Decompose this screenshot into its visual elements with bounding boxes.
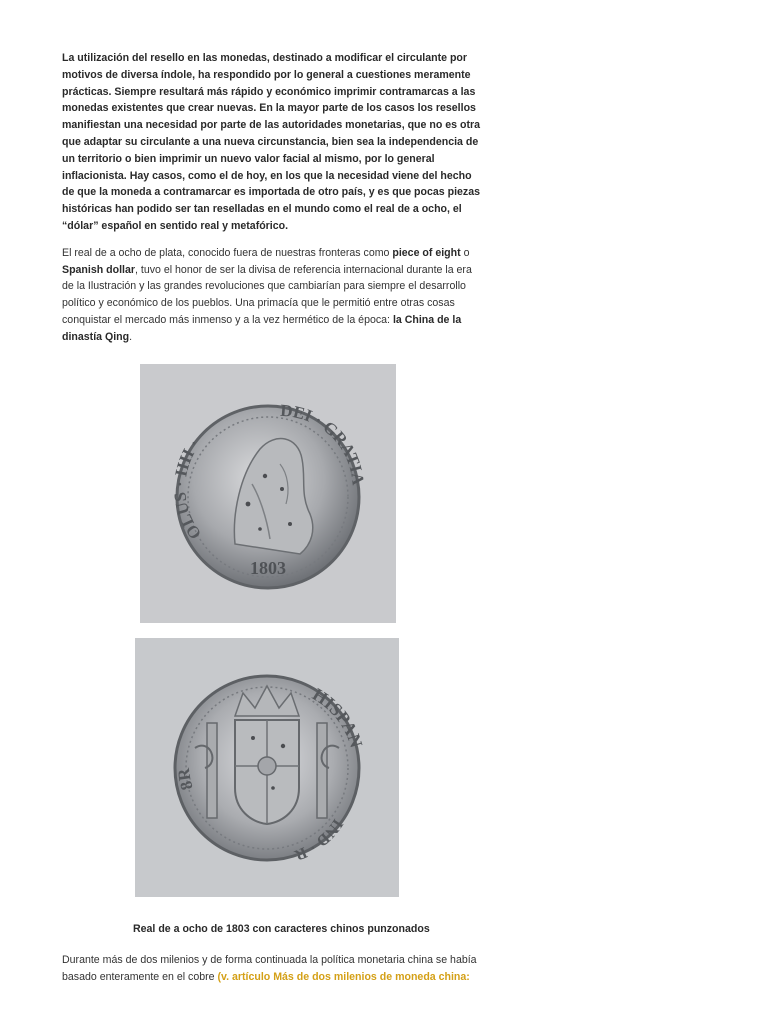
p2-text-1: El real de a ocho de plata, conocido fuera de nuestras fronteras como xyxy=(62,246,393,259)
obverse-legend-left: OLUS · IIII · xyxy=(170,435,206,543)
article-link[interactable]: (v. artículo Más de dos milenios de moneda china: xyxy=(217,970,470,983)
p2-bold-piece-of-eight: piece of eight xyxy=(392,246,461,259)
coin-reverse-photo xyxy=(135,638,399,897)
p2-bold-qing: la China de la dinastía Qing xyxy=(62,313,462,343)
article-body xyxy=(62,50,486,346)
coin-obverse-photo xyxy=(140,364,396,623)
p2-text-2: o xyxy=(460,246,470,259)
reverse-legend-bottom: IND · R xyxy=(292,815,346,864)
p2-text-3: , tuvo el honor de ser la divisa de referencia internacional durante la era de la Ilustración y las grandes revoluciones que cambiarían para siempre el desarrollo político y económico de los pueblos. Una primacía que le permitió entre otras cosas conquistar el mercado más inmenso y a la vez hermético de la época: xyxy=(62,263,472,326)
obverse-legend-right: DEI · GRATIA xyxy=(279,400,368,487)
coin-reverse-graphic xyxy=(135,638,399,897)
image-caption: Real de a ocho de 1803 con caracteres chinos punzonados xyxy=(133,923,430,935)
coin-obverse-graphic xyxy=(140,364,396,623)
body-paragraph-3 xyxy=(62,952,486,986)
reverse-legend-left: 8R xyxy=(173,767,197,793)
reverse-legend-right: HISPAN xyxy=(308,684,367,751)
body-paragraph-2 xyxy=(62,245,486,346)
p2-text-4: . xyxy=(129,330,133,343)
p2-bold-spanish-dollar: Spanish dollar xyxy=(62,263,135,276)
obverse-date: 1803 xyxy=(250,558,286,578)
intro-paragraph: La utilización del resello en las monedas, destinado a modificar el circulante por motivos de diversa índole, ha respondido por lo general a cuestiones meramente prácticas. Siempre resultará más rápido y económico imprimir contramarcas a las monedas existentes que crear nuevas. En la mayor parte de los casos los resellos manifiestan una necesidad por parte de las autoridades monetarias, que no es otra que adaptar su circulante a una nueva circunstancia, bien sea la independencia de un territorio o bien imprimir un nuevo valor facial al mismo, por lo general inflacionista. Hay casos, como el de hoy, en los que la necesidad viene del hecho de que la moneda a contramarcar es importada de otro país, y es que pocas piezas históricas han podido ser tan reselladas en el mundo como el real de a ocho, el “dólar” español en sentido real y metafórico. xyxy=(62,52,481,232)
p3-text: Durante más de dos milenios y de forma continuada la política monetaria china se había basado enteramente en el cobre xyxy=(62,954,477,983)
